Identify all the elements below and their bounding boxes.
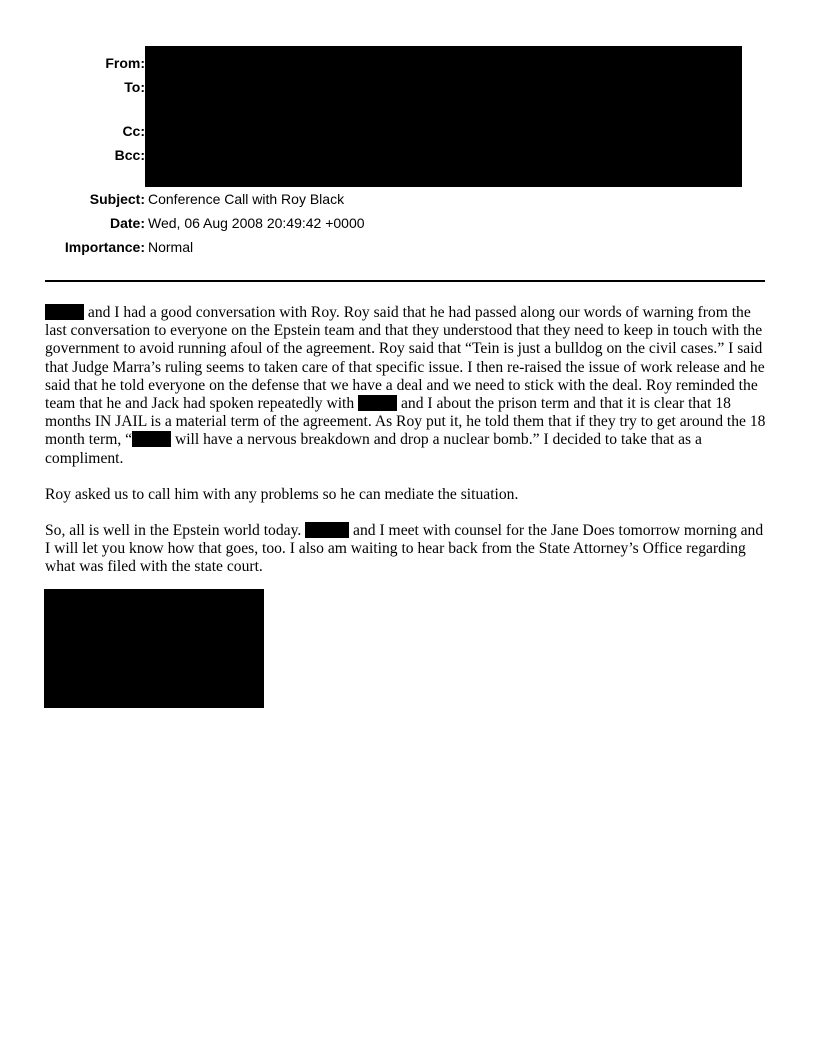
subject-label: Subject:: [89, 191, 145, 207]
date-label: Date:: [109, 215, 145, 231]
importance-value: Normal: [148, 239, 194, 255]
body-paragraph-1: and I had a good conversation with Roy. Roy said that he had passed along our words of warning from the last conversation to everyone on the Epstein team and that they understood that they need to keep in touch with the government to avoid running afoul of the agreement. Roy said that “Tein is just a bulldog on the civil cases.” I said that Judge Marra’s ruling seems to taken care of that specific issue. I then re-raised the issue of work release and he said that he told everyone on the defense that we have a deal and we need to stick with the deal. Roy reminded the team that he and Jack had spoken repeatedly with and I about the prison term and that it is clear that 18 months IN JAIL is a material term of the agreement. As Roy put it, he told them that if they try to get around the 18 month term, “ will have a nervous breakdown and drop a nuclear bomb.” I decided to take that as a compliment.: [45, 304, 766, 467]
message-body: [45, 304, 771, 595]
date-value: Wed, 06 Aug 2008 20:49:42 +0000: [148, 215, 365, 231]
recipients-redaction: [145, 46, 742, 187]
name-redaction: [305, 522, 349, 538]
name-redaction: [358, 395, 397, 411]
bcc-label: Bcc:: [114, 147, 145, 163]
body-paragraph-2: Roy asked us to call him with any problems so he can mediate the situation.: [45, 485, 519, 503]
cc-label: Cc:: [122, 123, 145, 139]
header-divider: [45, 280, 765, 282]
to-label: To:: [124, 79, 145, 95]
signature-redaction: [44, 589, 264, 708]
name-redaction: [45, 304, 84, 320]
name-redaction: [132, 431, 171, 447]
subject-value: Conference Call with Roy Black: [148, 191, 345, 207]
importance-label: Importance:: [64, 239, 145, 255]
from-label: From:: [105, 55, 145, 71]
body-paragraph-3: So, all is well in the Epstein world today. and I meet with counsel for the Jane Does tomorrow morning and I will let you know how that goes, too. I also am waiting to hear back from the State Attorney’s Office regarding what was filed with the state court.: [45, 522, 764, 576]
